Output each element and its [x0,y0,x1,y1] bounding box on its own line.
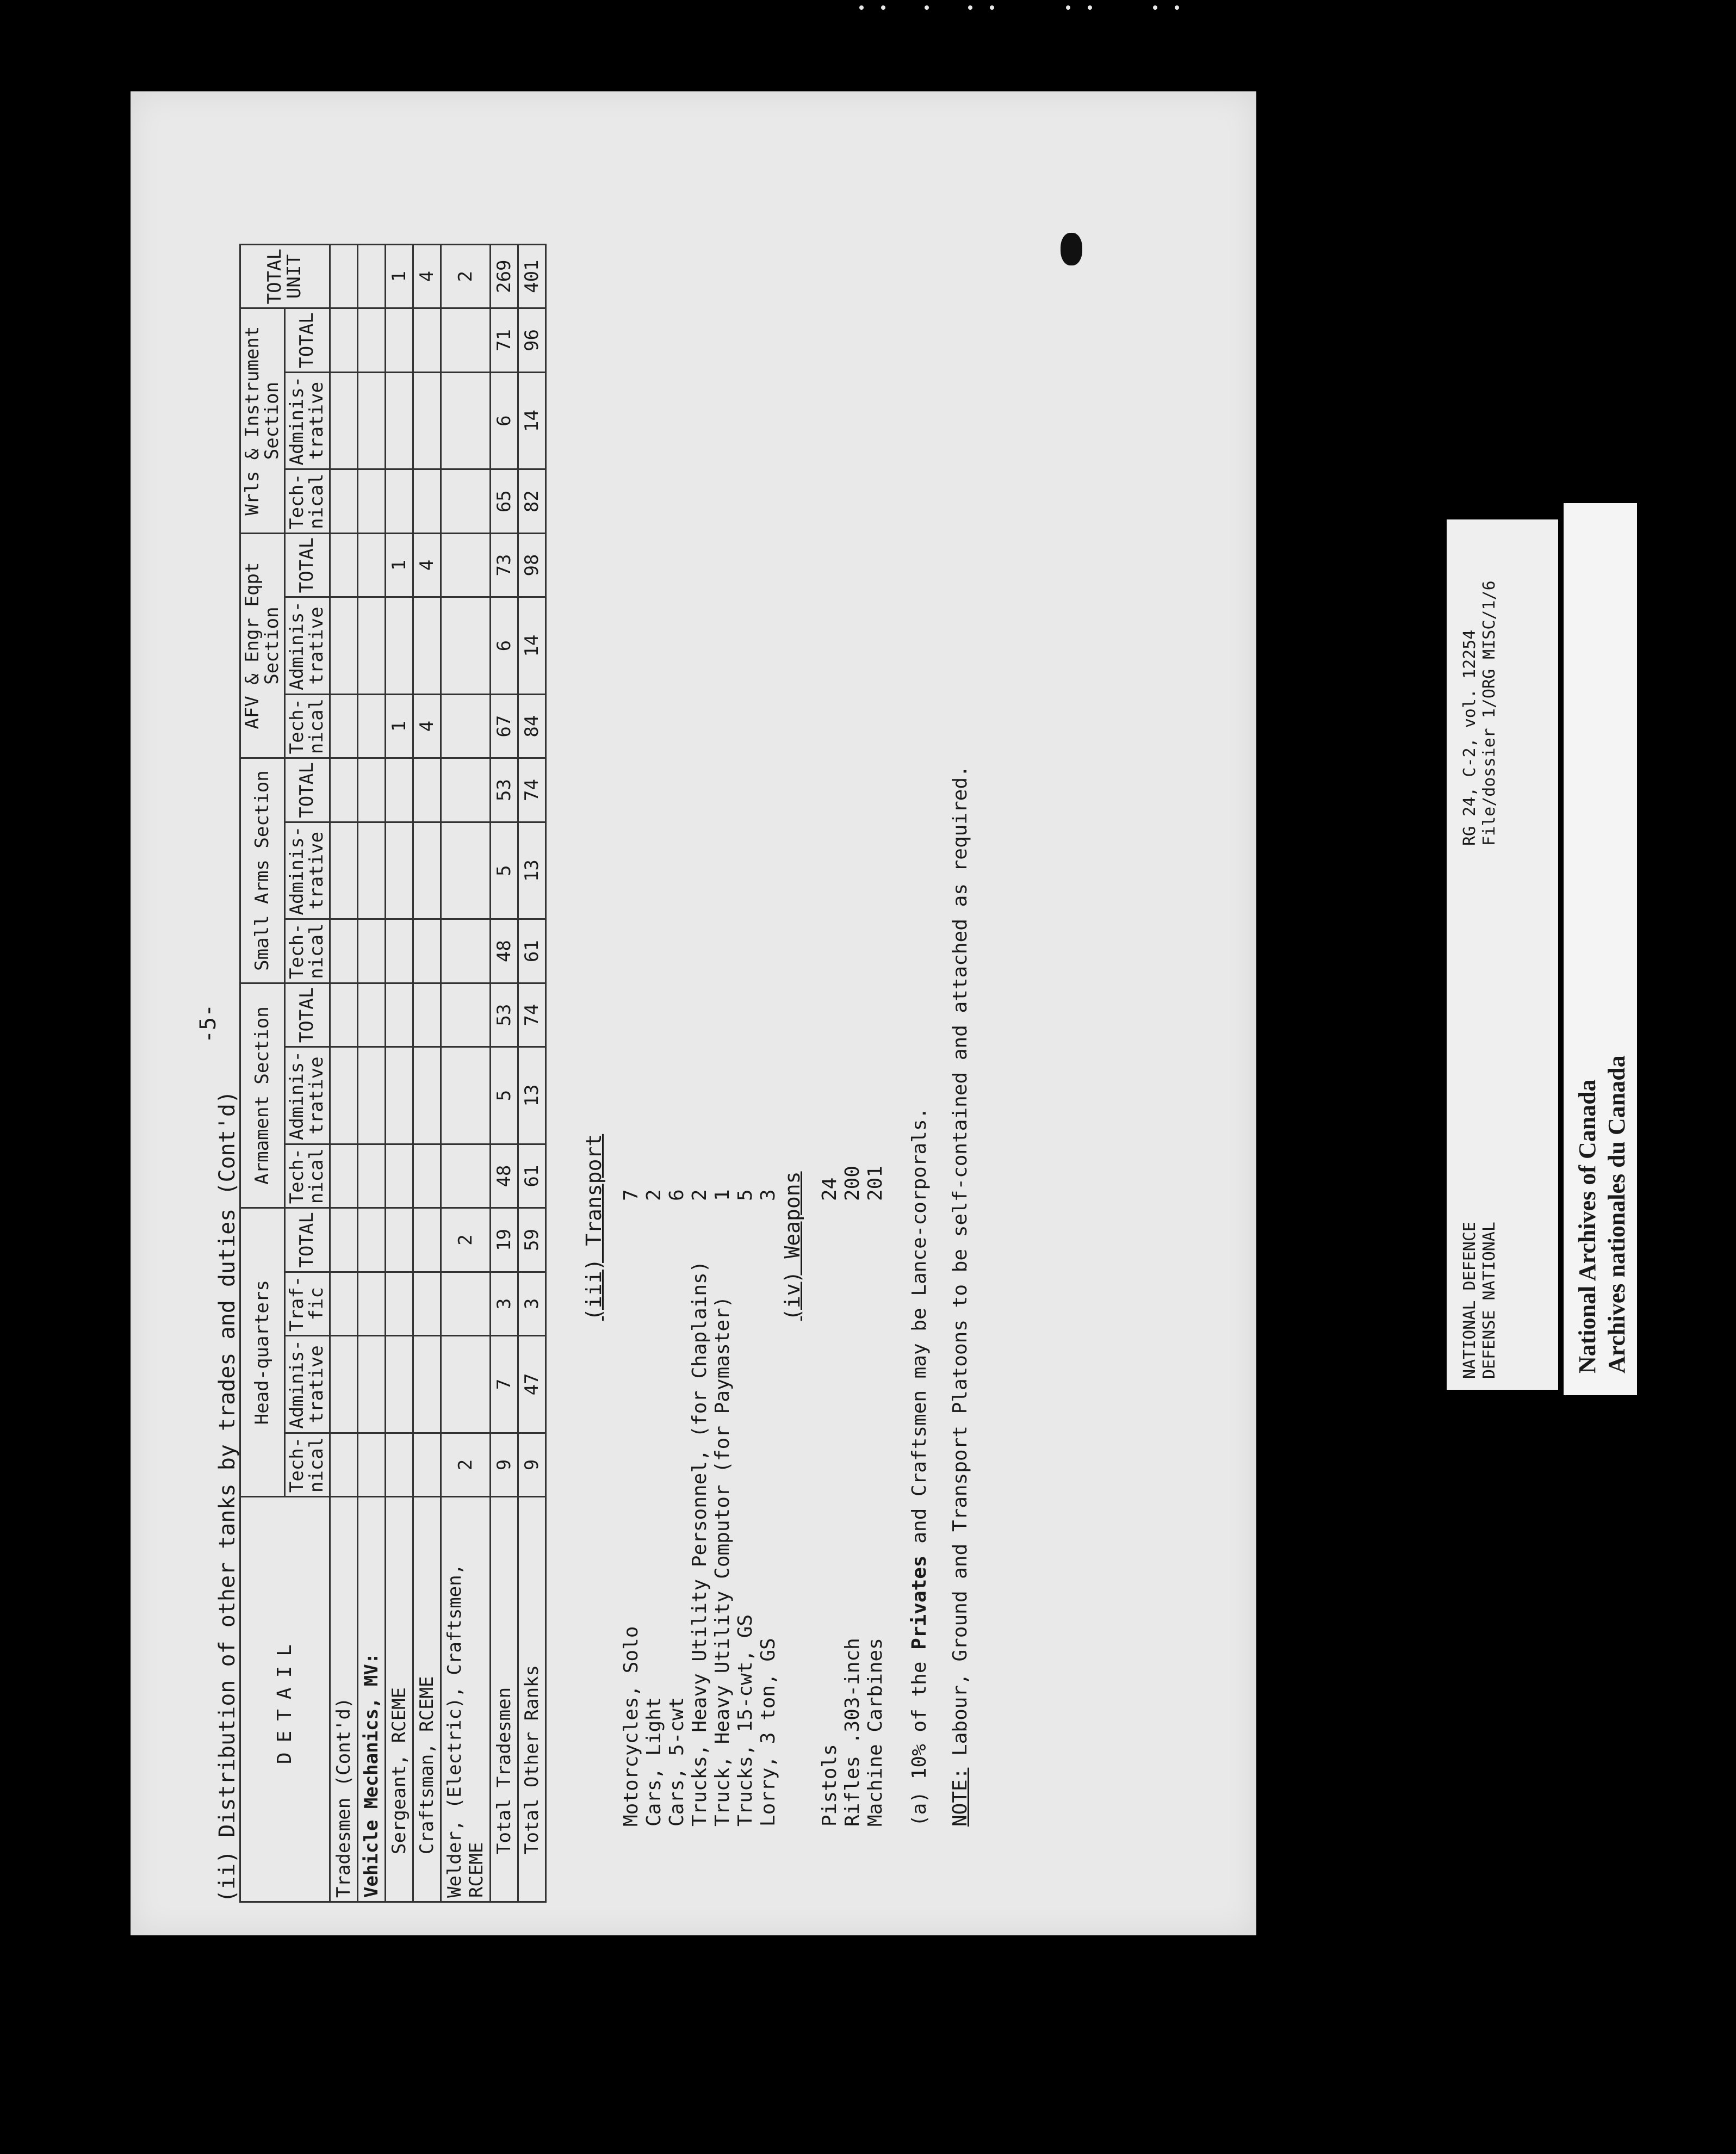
item-label: Cars, 5-cwt [666,1697,688,1827]
table-cell [413,919,441,983]
col-header: Adminis-trative [285,372,330,469]
list-item [711,1189,734,1827]
table-cell [330,758,357,822]
table-cell [441,1336,490,1433]
item-label: Motorcycles, Solo [620,1626,642,1827]
item-qty: 2 [689,1189,711,1201]
col-header: TOTAL [285,758,330,822]
table-cell [357,372,385,469]
table-cell: 65 [490,469,518,533]
footnote-text-a: 10% of the [908,1661,931,1780]
table-cell: 74 [518,758,545,822]
list-item [734,1189,757,1827]
row-label-text: Craftsman, RCEME [416,1676,438,1854]
list-item [864,1166,887,1827]
table-cell: 71 [490,308,518,372]
document-page [131,91,1256,1935]
table-cell [330,983,357,1047]
table-cell [357,308,385,372]
section-title: (ii) Distribution of other tanks by trades and duties (Cont'd) [215,1090,240,1903]
col-header: TOTAL [285,1208,330,1272]
table-cell: 1 [385,245,413,308]
table-cell [330,372,357,469]
table-cell [413,1272,441,1335]
table-cell: 9 [518,1433,545,1496]
table-cell [441,983,490,1047]
list-item [643,1189,666,1827]
table-cell [385,1272,413,1335]
table-cell [385,1144,413,1208]
table-cell: 5 [490,1047,518,1144]
table-cell [357,469,385,533]
table-row [441,245,490,1902]
list-item [689,1189,711,1827]
table-cell [385,983,413,1047]
table-cell [357,822,385,919]
distribution-table [239,244,547,1903]
table-cell [330,1272,357,1335]
table-cell: 53 [490,983,518,1047]
table-cell [441,469,490,533]
item-qty: 5 [734,1189,757,1201]
table-cell [330,1336,357,1433]
table-row [357,245,385,1902]
item-qty: 7 [620,1189,642,1201]
table-cell [357,1336,385,1433]
weapons-list [819,1166,887,1827]
table-cell [385,372,413,469]
detail-header: DETAIL [240,1497,330,1902]
table-cell [385,1336,413,1433]
table-cell [357,1208,385,1272]
list-item [666,1189,689,1827]
table-cell: 1 [385,533,413,597]
col-header: Tech-nical [285,1144,330,1208]
table-cell [441,1047,490,1144]
item-qty: 6 [666,1189,688,1201]
group-header-armament: Armament Section [240,983,285,1208]
table-cell [357,1047,385,1144]
total-unit-header: TOTAL UNIT [240,245,330,308]
table-cell [385,1047,413,1144]
table-cell [357,597,385,695]
table-cell [330,1144,357,1208]
list-item [819,1166,841,1827]
table-cell [413,822,441,919]
table-cell [385,308,413,372]
table-cell: 14 [518,597,545,695]
table-cell: 401 [518,245,545,308]
col-header: Adminis-trative [285,1047,330,1144]
row-label [490,1497,518,1902]
footnote-text-b: and Craftsmen may be Lance-corporals. [908,1107,931,1544]
table-cell [413,1144,441,1208]
row-label-text: Sergeant, RCEME [388,1687,410,1854]
table-cell [330,533,357,597]
table-cell [441,1144,490,1208]
table-cell [330,919,357,983]
national-archives-card [1564,503,1637,1395]
item-qty: 1 [711,1189,734,1201]
table-cell: 67 [490,694,518,758]
table-cell [357,1272,385,1335]
table-cell [357,245,385,308]
table-cell [330,694,357,758]
row-label-text: Total Tradesmen [493,1687,515,1854]
table-cell [441,533,490,597]
col-header: Adminis-trative [285,822,330,919]
table-cell: 61 [518,1144,545,1208]
archive-reference-card [1447,519,1558,1390]
table-cell [357,694,385,758]
table-cell [441,372,490,469]
table-cell: 13 [518,1047,545,1144]
table-cell [413,1208,441,1272]
table-cell: 9 [490,1433,518,1496]
item-label: Trucks, Heavy Utility Personnel, (for Chaplains) [689,1260,711,1827]
table-cell [357,1144,385,1208]
item-label: Machine Carbines [864,1638,886,1827]
row-label [518,1497,545,1902]
table-cell [441,1272,490,1335]
row-label-text: Tradesmen (Cont'd) [332,1697,355,1898]
item-label: Cars, Light [643,1697,665,1827]
item-label: Trucks, 15-cwt, GS [734,1614,757,1827]
table-cell [413,372,441,469]
note-label: NOTE: [949,1767,971,1827]
table-cell: 82 [518,469,545,533]
table-cell [357,533,385,597]
table-cell: 53 [490,758,518,822]
table-cell: 3 [518,1272,545,1335]
table-row [413,245,441,1902]
table-cell [357,758,385,822]
item-label: Rifles .303-inch [841,1638,864,1827]
row-label [357,1497,385,1902]
table-cell: 4 [413,694,441,758]
group-header-hq: Head-quarters [240,1208,285,1497]
item-qty: 2 [643,1189,665,1201]
row-label-text: Vehicle Mechanics, MV: [360,1652,382,1898]
note [949,765,971,1827]
footnote-bold: Privates [908,1555,931,1650]
table-cell: 269 [490,245,518,308]
table-cell [413,1433,441,1496]
table-cell [330,1047,357,1144]
table-cell [330,1433,357,1496]
row-label [385,1497,413,1902]
table-cell: 61 [518,919,545,983]
row-label [413,1497,441,1902]
table-cell [385,469,413,533]
rotated-content [131,91,1256,1935]
table-cell: 73 [490,533,518,597]
col-header: Adminis-trative [285,1336,330,1433]
archive-ref2: File/dossier 1/ORG MISC/1/6 [1480,580,1499,846]
table-cell [441,694,490,758]
table-cell: 2 [441,1208,490,1272]
table-cell [441,758,490,822]
table-cell: 4 [413,245,441,308]
table-cell: 74 [518,983,545,1047]
table-cell: 14 [518,372,545,469]
note-text: Labour, Ground and Transport Platoons to be self-contained and attached as required. [949,765,971,1756]
item-qty: 24 [819,1177,841,1201]
table-cell: 48 [490,1144,518,1208]
group-header-wrls: Wrls & Instrument Section [240,308,285,533]
table-cell [357,1433,385,1496]
table-cell: 19 [490,1208,518,1272]
table-cell [441,919,490,983]
col-header: TOTAL [285,308,330,372]
footnote [908,1107,931,1827]
table-cell [330,308,357,372]
item-label: Lorry, 3 ton, GS [757,1638,779,1827]
table-cell [413,983,441,1047]
table-cell: 47 [518,1336,545,1433]
list-item [620,1189,643,1827]
table-cell: 7 [490,1336,518,1433]
table-cell: 59 [518,1208,545,1272]
table-cell [441,822,490,919]
table-body [330,245,545,1902]
table-cell [330,245,357,308]
table-cell [385,919,413,983]
table-cell: 6 [490,597,518,695]
item-qty: 3 [757,1189,779,1201]
table-cell [385,758,413,822]
item-qty: 201 [864,1165,886,1201]
table-cell [330,822,357,919]
col-header: Tech-nical [285,1433,330,1496]
table-cell [385,597,413,695]
table-cell: 3 [490,1272,518,1335]
table-row [330,245,357,1902]
row-label [330,1497,357,1902]
table-cell: 84 [518,694,545,758]
transport-heading: (iii) Transport [582,1134,606,1321]
table-cell [385,822,413,919]
table-cell: 2 [441,245,490,308]
table-row [385,245,413,1902]
table-cell: 2 [441,1433,490,1496]
table-cell [330,1208,357,1272]
table-cell [413,308,441,372]
table-cell [441,308,490,372]
film-edge-marks [848,0,1196,38]
col-header: Traf-fic [285,1272,330,1335]
na-line2: Archives nationales du Canada [1603,1055,1630,1373]
table-cell [330,597,357,695]
col-header: Tech-nical [285,694,330,758]
col-header: Adminis-trative [285,597,330,695]
table-cell [385,1208,413,1272]
table-cell: 1 [385,694,413,758]
table-cell [413,758,441,822]
item-qty: 200 [841,1165,864,1201]
table-cell: 96 [518,308,545,372]
table-cell [413,1047,441,1144]
table-cell [357,919,385,983]
transport-list [620,1189,780,1827]
table-cell [441,597,490,695]
col-header: TOTAL [285,983,330,1047]
table-cell [357,983,385,1047]
table-cell: 48 [490,919,518,983]
na-line1: National Archives of Canada [1574,1079,1601,1373]
table-cell [330,469,357,533]
table-cell [413,1336,441,1433]
col-header: Tech-nical [285,919,330,983]
table-row [490,245,518,1902]
item-label: Pistols [819,1744,841,1827]
table-cell: 13 [518,822,545,919]
footnote-marker: (a) [908,1791,931,1827]
group-header-small-arms: Small Arms Section [240,758,285,983]
group-header-afv: AFV & Engr Eqpt Section [240,533,285,758]
archive-line1: NATIONAL DEFENCE [1460,1222,1479,1379]
table-cell: 6 [490,372,518,469]
col-header: Tech-nical [285,469,330,533]
archive-line2: DEFENSE NATIONAL [1480,1222,1499,1379]
list-item [757,1189,780,1827]
row-label-text: Total Other Ranks [520,1665,543,1854]
table-cell: 98 [518,533,545,597]
table-cell: 4 [413,533,441,597]
page-number: -5- [196,1004,221,1043]
weapons-heading: (iv) Weapons [780,1171,804,1321]
table-cell [413,597,441,695]
table-cell: 5 [490,822,518,919]
col-header: TOTAL [285,533,330,597]
archive-ref1: RG 24, C-2, vol. 12254 [1460,629,1479,846]
table-cell [385,1433,413,1496]
row-label-text: Welder, (Electric), Craftsmen, RCEME [443,1563,487,1898]
list-item [841,1166,864,1827]
row-label [441,1497,490,1902]
table-cell [413,469,441,533]
table-row [518,245,545,1902]
item-label: Truck, Heavy Utility Computor (for Paymaster) [711,1296,734,1827]
